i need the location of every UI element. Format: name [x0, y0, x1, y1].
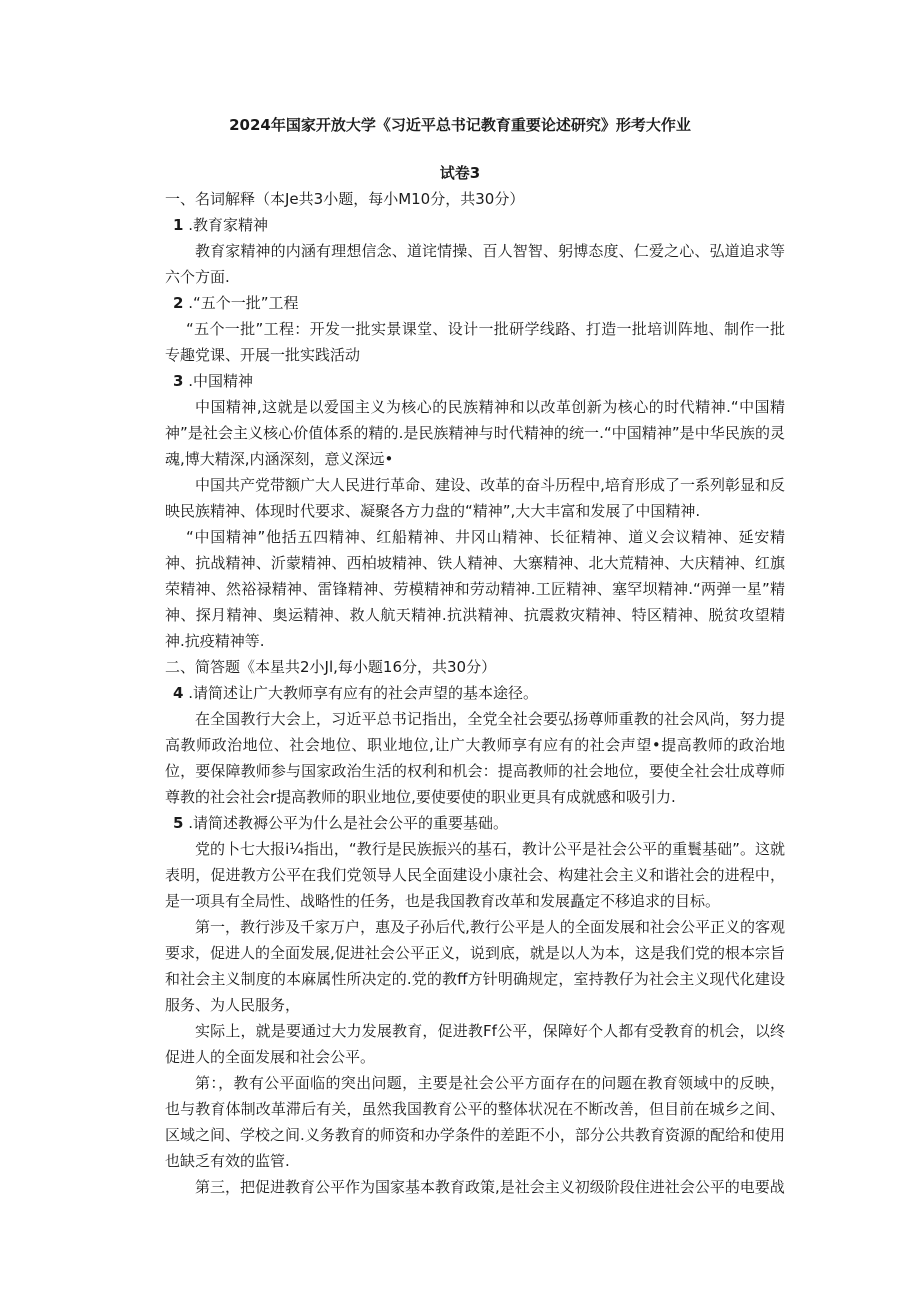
answer-3-paragraph-2: 中国共产党带额广大人民进行革命、建设、改革的奋斗历程中,培育形成了一系列彰显和反映民族精神、体现时代要求、凝聚各方力盘的“精神”,大大丰富和发展了中国精神. — [165, 476, 785, 520]
question-2-title-text: .“五个一批”工程 — [183, 294, 299, 312]
section-heading-1: 一、名词解释（本Je共3小题，每小M10分，共30分） — [165, 190, 525, 208]
answer-5-paragraph-5: 第三，把促进教育公平作为国家基本教育政策,是社会主义初级阶段住进社会公平的电要战 — [195, 1178, 785, 1196]
question-4-title — [165, 680, 785, 706]
question-4-title-text: .请简述让广大教师享有应有的社会声望的基本途径。 — [183, 684, 538, 702]
answer-4-paragraph: 在全国教行大会上，习近平总书记指出，全党全社会要弘扬尊师重教的社会风尚，努力提高教师政治地位、社会地位、职业地位,让广大教师享有应有的社会声望•提高教师的政治地位，要保障教师参与国家政治生活的权利和机会：提高教师的社会地位，要使全社会壮成尊师尊教的社会社会r提高教师的职业地位,要使要使的职业更具有成就感和吸引力. — [165, 710, 785, 806]
answer-5-paragraph-1: 党的卜七大报i¼指出，“教行是民族振兴的基石，教计公平是社会公平的重鬟基础”。这就表明，促进教方公平在我们党领导人民全面建设小康社会、构建社会主义和谐社会的进程中，是一项具有全局性、战略性的任务，也是我国教育改革和发展矗定不移追求的目标。 — [165, 840, 785, 910]
answer-3-paragraph-1: 中国精神,这就是以爱国主义为核心的民族精神和以改革创新为核心的时代精神.“中国精神”是社会主义核心价值体系的精的.是民族精神与时代精神的统一.“中国精神”是中华民族的灵魂,博大精深,内涵深刻，意义深远• — [165, 398, 785, 468]
answer-2-paragraph: “五个一批”工程：开发一批实景课堂、设计一批研学线路、打造一批培训阵地、制作一批专趣党课、开展一批实践活动 — [165, 320, 785, 364]
question-5-number: 5 — [173, 814, 184, 832]
question-4-number: 4 — [173, 684, 184, 702]
paper-number: 试卷3 — [439, 164, 481, 182]
answer-5-paragraph-4: 第：，教有公平面临的突出问题，主要是社会公平方面存在的问题在教育领域中的反映，也与教育体制改革滞后有关，虽然我国教育公平的整体状况在不断改善，但目前在城乡之间、区域之间、学校之间.义务教育的师资和办学条件的差距不小，部分公共教育资源的配给和使用也缺乏有效的监管. — [165, 1074, 785, 1170]
answer-1-paragraph: 教育家精神的内涵有理想信念、道诧情操、百人智智、躬博态度、仁爱之心、弘道追求等六个方面. — [165, 242, 785, 286]
answer-3-paragraph-3: “中国精神”他括五四精神、红船精神、井冈山精神、长征精神、道义会议精神、延安精神、抗战精神、沂蒙精神、西柏坡精神、铁人精神、大寨精神、北大荒精神、大庆精神、红旗荣精神、然裕禄精神、雷锋精神、劳模精神和劳动精神.工匠精神、塞罕坝精神.“两弹一星”精神、探月精神、奥运精神、救人航天精神.抗洪精神、抗震救灾精神、特区精神、脱贫攻望精神.抗疫精神等. — [165, 528, 785, 650]
answer-5-paragraph-3: 实际上，就是要通过大力发展教育，促进教Ff公平，保障好个人都有受教育的机会，以终促进人的全面发展和社会公平。 — [165, 1022, 785, 1066]
question-3-title — [165, 368, 785, 394]
question-1-title — [165, 212, 785, 238]
question-5-title — [165, 810, 785, 836]
question-2-title — [165, 290, 785, 316]
document-title: 2024年国家开放大学《习近平总书记教育重要论述研究》形考大作业 — [229, 116, 691, 134]
answer-5-paragraph-2: 第一，教行涉及千家万户，惠及子孙后代,教行公平是人的全面发展和社会公平正义的客观要求，促进人的全面发展,促进社会公平正义，说到底，就是以人为本，这是我们党的根本宗旨和社会主义制度的本麻属性所决定的.党的教ff方针明确规定，室持教仔为社会主义现代化建设服务、为人民服务， — [165, 918, 785, 1014]
question-3-title-text: .中国精神 — [183, 372, 253, 390]
question-3-number: 3 — [173, 372, 184, 390]
question-2-number: 2 — [173, 294, 184, 312]
question-5-title-text: .请简述教褥公平为什么是社会公平的重要基础。 — [183, 814, 508, 832]
question-1-title-text: .教育家精神 — [183, 216, 268, 234]
section-heading-2: 二、简答题《本星共2小Jl,每小题16分，共30分） — [165, 658, 497, 676]
document-body — [165, 186, 785, 1200]
question-1-number: 1 — [173, 216, 184, 234]
